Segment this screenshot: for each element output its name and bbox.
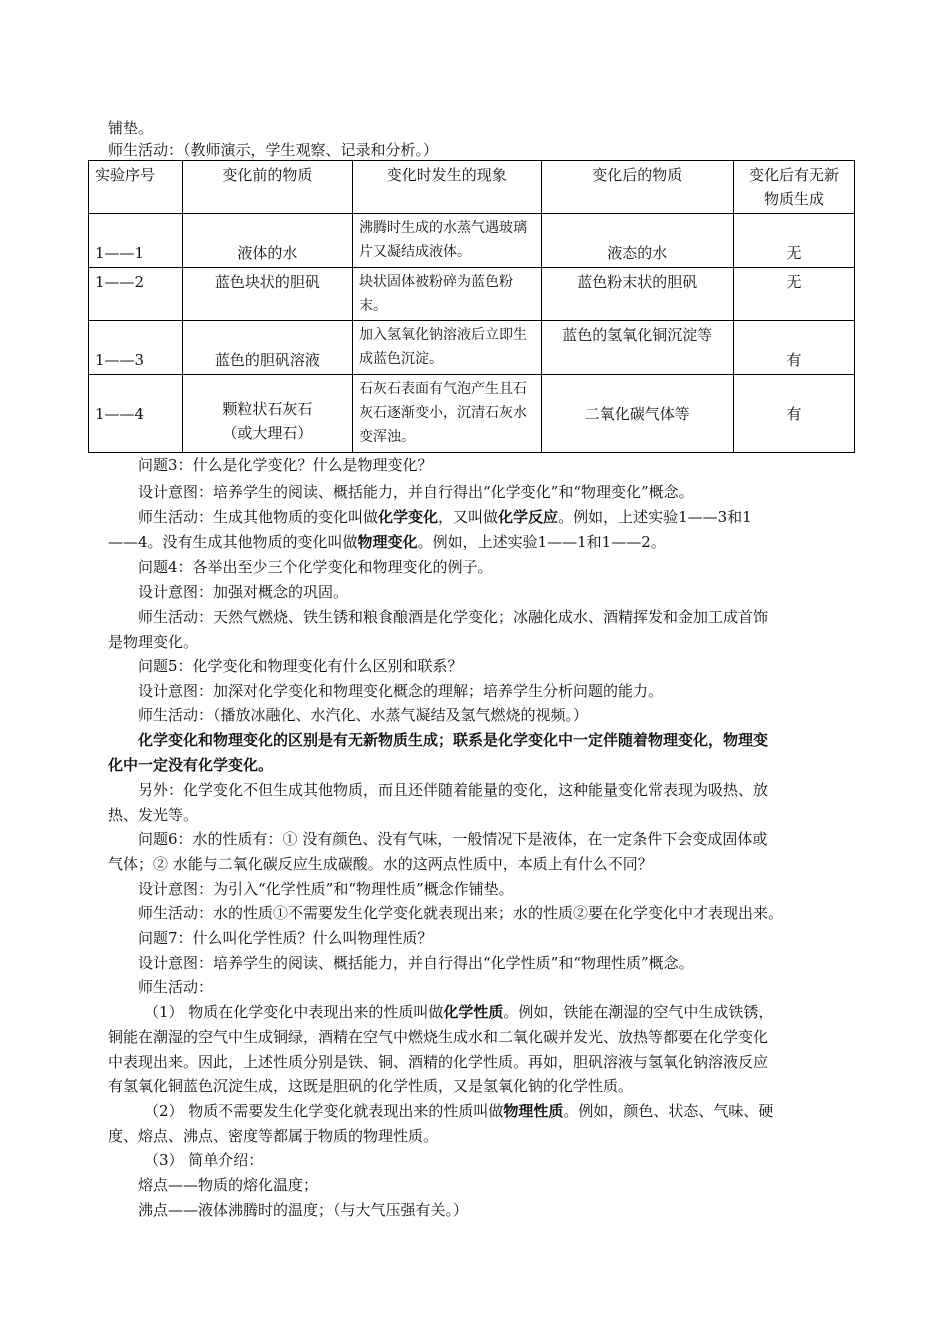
row-new-substance: 有	[734, 321, 855, 375]
question-7-activity: 师生活动：	[138, 978, 214, 996]
table-row	[89, 268, 855, 321]
question-5-intent: 设计意图：加深对化学变化和物理变化概念的理解；培养学生分析问题的能力。	[138, 682, 664, 700]
question-5: 问题5：化学变化和物理变化有什么区别和联系？	[138, 657, 463, 675]
table-header-row	[89, 161, 855, 214]
row-phenomenon: 沸腾时生成的水蒸气遇玻璃片又凝结成液体。	[353, 214, 541, 268]
row-after: 蓝色粉末状的胆矾	[541, 268, 734, 321]
row-new-substance: 有	[734, 375, 855, 453]
row-id: 1——2	[89, 268, 183, 321]
energy-note-2: 热、发光等。	[108, 806, 199, 824]
row-new-substance: 无	[734, 268, 855, 321]
row-before: 颗粒状石灰石 （或大理石）	[182, 375, 352, 453]
question-5-activity: 师生活动：（播放冰融化、水汽化、水蒸气凝结及氢气燃烧的视频。）	[138, 706, 589, 724]
header-new-substance: 变化后有无新 物质生成	[734, 161, 855, 214]
experiment-table	[88, 160, 855, 453]
question-5-conclusion-1: 化学变化和物理变化的区别是有无新物质生成；联系是化学变化中一定伴随着物理变化，物理变	[138, 731, 769, 749]
row-phenomenon: 石灰石表面有气泡产生且石灰石逐渐变小，沉清石灰水变浑浊。	[353, 375, 541, 453]
row-id: 1——4	[89, 375, 183, 453]
row-after: 蓝色的氢氧化铜沉淀等	[541, 321, 734, 375]
question-4: 问题4：各举出至少三个化学变化和物理变化的例子。	[138, 558, 493, 576]
row-before: 蓝色块状的胆矾	[182, 268, 352, 321]
header-id: 实验序号	[89, 161, 183, 214]
point-1-line-2: 铜能在潮湿的空气中生成铜绿，酒精在空气中燃烧生成水和二氧化碳并发光、放热等都要在化学变化	[108, 1028, 769, 1046]
row-before: 液体的水	[182, 214, 352, 268]
row-id: 1——3	[89, 321, 183, 375]
question-7-intent: 设计意图：培养学生的阅读、概括能力，并自行得出“化学性质”和“物理性质”概念。	[138, 954, 694, 972]
question-3-activity-1: 师生活动：生成其他物质的变化叫做化学变化，又叫做化学反应。例如，上述实验1——3和1	[138, 508, 752, 526]
point-3: （3） 简单介绍：	[144, 1151, 264, 1169]
row-after: 二氧化碳气体等	[541, 375, 734, 453]
question-4-intent: 设计意图：加强对概念的巩固。	[138, 583, 349, 601]
boiling-point: 沸点——液体沸腾时的温度；（与大气压强有关。）	[138, 1201, 469, 1219]
melting-point: 熔点——物质的熔化温度；	[138, 1176, 319, 1194]
point-1-line-3: 中表现出来。因此，上述性质分别是铁、铜、酒精的化学性质。再如，胆矾溶液与氢氧化钠溶液反应	[108, 1053, 769, 1071]
point-2-line-1: （2） 物质不需要发生化学变化就表现出来的性质叫做物理性质。例如，颜色、状态、气味、硬	[144, 1102, 774, 1120]
header-after: 变化后的物质	[541, 161, 734, 214]
row-id: 1——1	[89, 214, 183, 268]
point-1-line-4: 有氢氧化铜蓝色沉淀生成，这既是胆矾的化学性质，又是氢氧化钠的化学性质。	[108, 1077, 634, 1095]
row-phenomenon: 块状固体被粉碎为蓝色粉末。	[353, 268, 541, 321]
table-row	[89, 214, 855, 268]
point-1-line-1: （1） 物质在化学变化中表现出来的性质叫做化学性质。例如，铁能在潮湿的空气中生成铁锈，	[144, 1003, 774, 1021]
question-6-line-1: 问题6：水的性质有：① 没有颜色、没有气味，一般情况下是液体，在一定条件下会变成固体或	[138, 830, 768, 848]
question-6-line-2: 气体；② 水能与二氧化碳反应生成碳酸。水的这两点性质中，本质上有什么不同？	[108, 855, 653, 873]
table-row	[89, 375, 855, 453]
question-4-activity-1: 师生活动：天然气燃烧、铁生锈和粮食酿酒是化学变化；冰融化成水、酒精挥发和金加工成首饰	[138, 608, 769, 626]
question-3: 问题3：什么是化学变化？什么是物理变化？	[138, 456, 433, 474]
header-before: 变化前的物质	[182, 161, 352, 214]
row-new-substance: 无	[734, 214, 855, 268]
table-row	[89, 321, 855, 375]
question-3-intent: 设计意图：培养学生的阅读、概括能力，并自行得出“化学变化”和“物理变化”概念。	[138, 483, 694, 501]
row-after: 液态的水	[541, 214, 734, 268]
point-2-line-2: 度、熔点、沸点、密度等都属于物质的物理性质。	[108, 1127, 439, 1145]
question-5-conclusion-2: 化中一定没有化学变化。	[108, 756, 274, 774]
question-4-activity-2: 是物理变化。	[108, 633, 199, 651]
header-phenomenon: 变化时发生的现象	[353, 161, 541, 214]
row-before: 蓝色的胆矾溶液	[182, 321, 352, 375]
intro-line-1: 铺垫。	[108, 119, 154, 137]
row-phenomenon: 加入氢氧化钠溶液后立即生成蓝色沉淀。	[353, 321, 541, 375]
question-3-activity-2: ——4。没有生成其他物质的变化叫做物理变化。例如，上述实验1——1和1——2。	[108, 533, 666, 551]
question-6-intent: 设计意图：为引入“化学性质”和“物理性质”概念作铺垫。	[138, 880, 514, 898]
energy-note-1: 另外：化学变化不但生成其他物质，而且还伴随着能量的变化，这种能量变化常表现为吸热、放	[138, 781, 769, 799]
question-7: 问题7：什么叫化学性质？什么叫物理性质？	[138, 929, 433, 947]
intro-line-2: 师生活动：（教师演示，学生观察、记录和分析。）	[108, 141, 439, 159]
question-6-activity: 师生活动：水的性质①不需要发生化学变化就表现出来；水的性质②要在化学变化中才表现出来。	[138, 904, 784, 922]
